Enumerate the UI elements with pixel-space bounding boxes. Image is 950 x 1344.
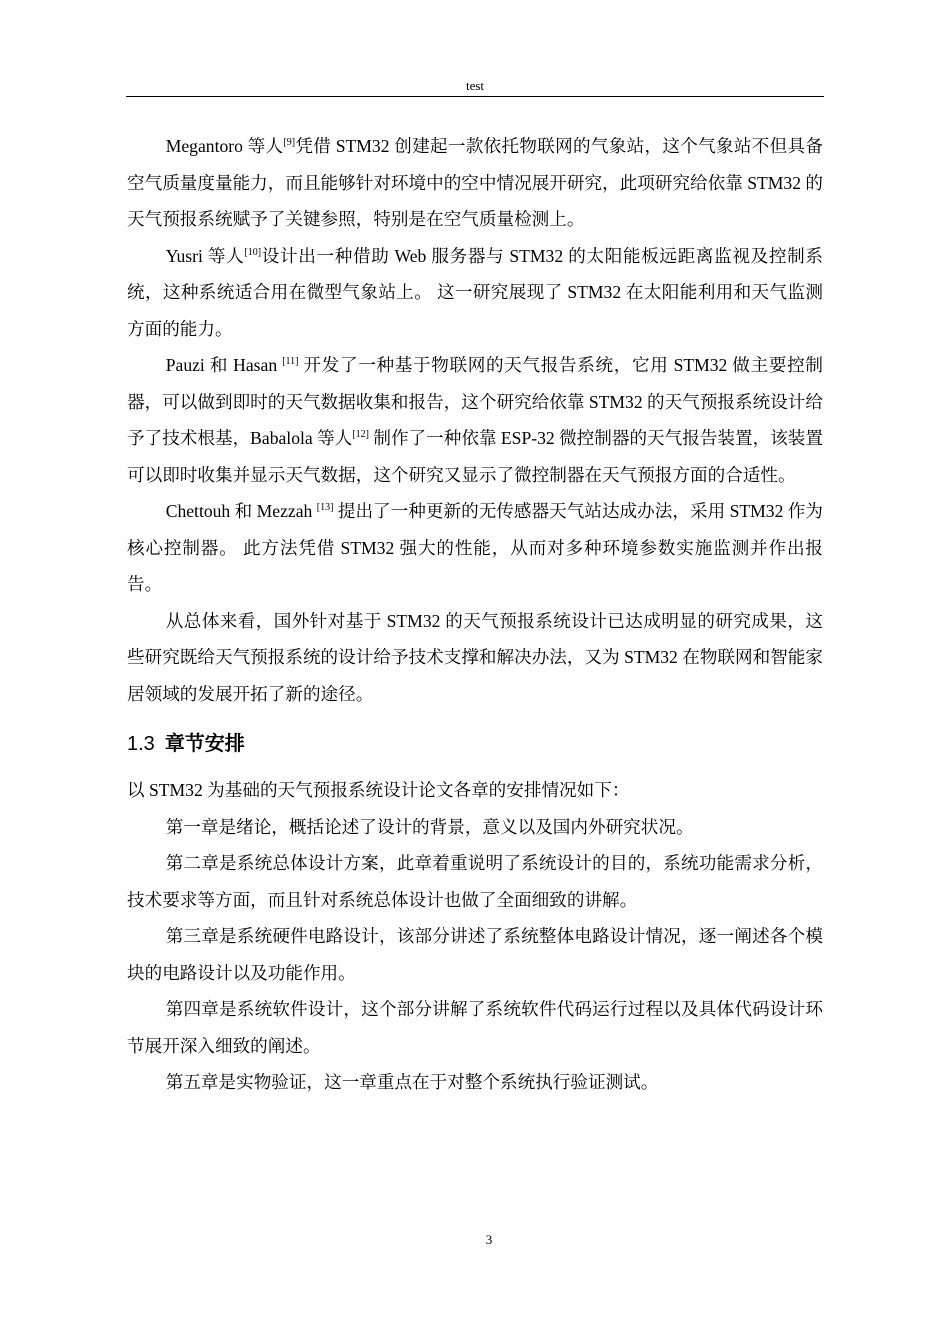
section-title: 章节安排 [164, 733, 245, 755]
section-heading [127, 712, 823, 772]
paragraph-text: 第一章是绪论，概括论述了设计的背景，意义以及国内外研究状况。 [165, 816, 694, 837]
paragraph-text: 提出了一种更新的无传感器天气站达成办法，采用 STM32 作为核心控制器。 此方法凭借 STM32 强大的性能，从而对多种环境参数实施监测并作出报告。 [127, 501, 823, 594]
paragraph [127, 493, 823, 603]
citation-ref: [10] [244, 246, 262, 258]
paragraph-text: 开发了一种基于物联网的天气报告系统，它用 STM32 做主要控制器，可以做到即时的天气数据收集和报告，这个研究给依靠 STM32 的天气预报系统设计给予了技术根基，Babalola 等人 [127, 355, 823, 448]
paragraph-text: Megantoro 等人 [165, 136, 284, 156]
paragraph-text: 从总体来看，国外针对基于 STM32 的天气预报系统设计已达成明显的研究成果，这些研究既给天气预报系统的设计给予技术支撑和解决办法，又为 STM32 在物联网和智能家居领域的发展开拓了新的途径。 [127, 610, 823, 704]
paragraph [127, 991, 823, 1064]
paragraph-text: 第二章是系统总体设计方案，此章着重说明了系统设计的目的，系统功能需求分析，技术要求等方面，而且针对系统总体设计也做了全面细致的讲解。 [127, 853, 823, 910]
document-body [127, 128, 823, 1101]
paragraph [127, 1064, 823, 1101]
paragraph-text: 设计出一种借助 Web 服务器与 STM32 的太阳能板远距离监视及控制系统，这种系统适合用在微型气象站上。 这一研究展现了 STM32 在太阳能利用和天气监测方面的能力。 [127, 245, 823, 339]
paragraph-text: Chettouh 和 Mezzah [165, 501, 317, 521]
header-title: test [465, 78, 485, 93]
paragraph-text: 凭借 STM32 创建起一款依托物联网的气象站，这个气象站不但具备空气质量度量能力，而且能够针对环境中的空中情况展开研究，此项研究给依靠 STM32 的天气预报系统赋予了关键参照，特别是在空气质量检测上。 [127, 136, 823, 229]
paragraph-text: 以 STM32 为基础的天气预报系统设计论文各章的安排情况如下： [127, 780, 630, 800]
paragraph [127, 603, 823, 713]
page-header [126, 78, 824, 97]
section-number: 1.3 [127, 733, 155, 755]
citation-ref: [9] [283, 137, 296, 148]
page-number: 3 [485, 1232, 493, 1247]
paragraph-text: Yusri 等人 [165, 245, 245, 266]
literature-review [127, 128, 823, 712]
paragraph-text: 第五章是实物验证，这一章重点在于对整个系统执行验证测试。 [165, 1072, 659, 1092]
citation-ref: [12] [352, 429, 369, 440]
paragraph-text: 第四章是系统软件设计，这个部分讲解了系统软件代码运行过程以及具体代码设计环节展开深入细致的阐述。 [127, 999, 823, 1056]
paragraph [127, 347, 823, 493]
paragraph [127, 128, 823, 238]
paragraph-text: 第三章是系统硬件电路设计，该部分讲述了系统整体电路设计情况，逐一阐述各个模块的电路设计以及功能作用。 [127, 926, 823, 983]
paragraph [127, 238, 823, 348]
paragraph [127, 772, 823, 809]
citation-ref: [11] [282, 356, 299, 367]
paragraph [127, 809, 823, 846]
chapter-arrangement [127, 772, 823, 1101]
citation-ref: [13] [316, 502, 334, 513]
paragraph-text: Pauzi 和 Hasan [165, 355, 283, 375]
paragraph-text: 制作了一种依靠 ESP-32 微控制器的天气报告装置，该装置可以即时收集并显示天气数据，这个研究又显示了微控制器在天气预报方面的合适性。 [127, 428, 823, 485]
paragraph [127, 918, 823, 991]
paragraph [127, 845, 823, 918]
